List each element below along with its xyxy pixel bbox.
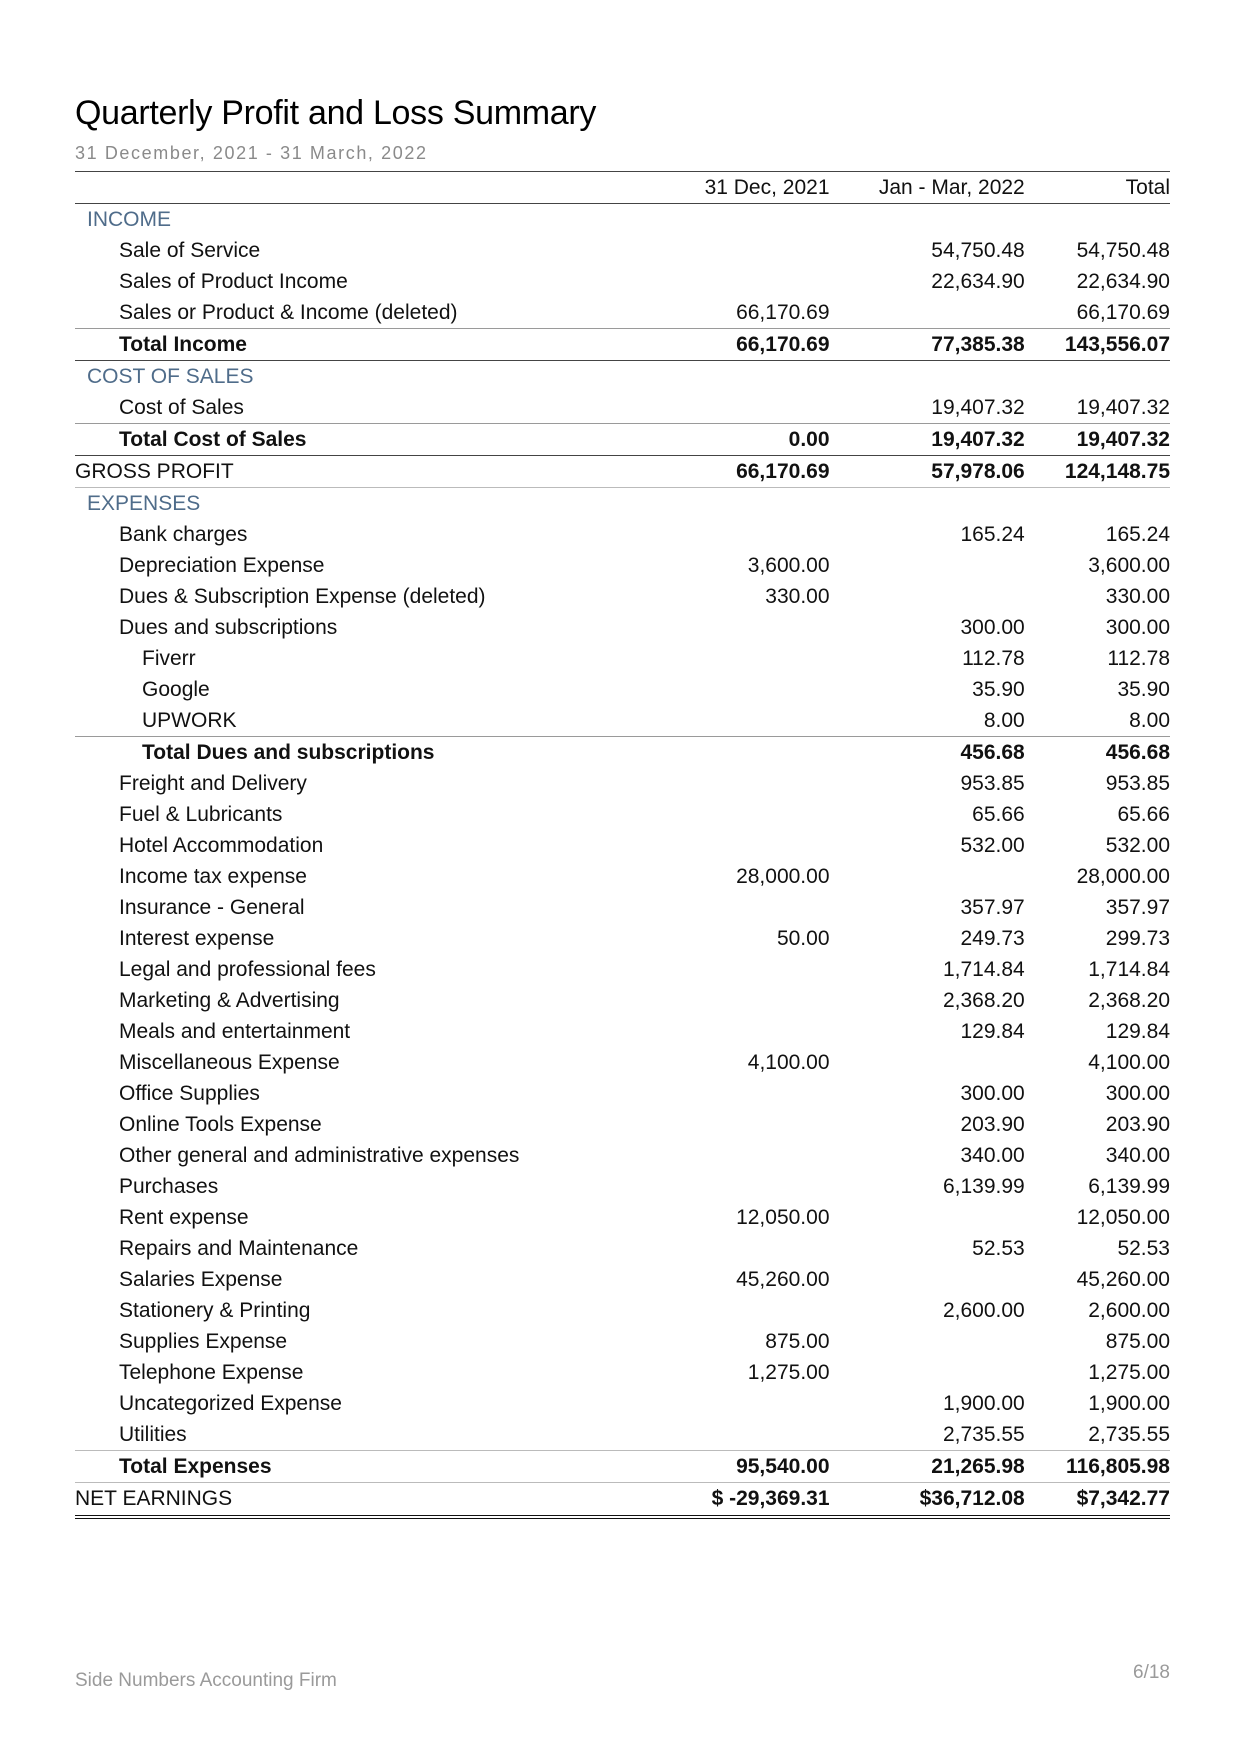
row-label: Supplies Expense [119, 1329, 288, 1353]
value-total: 28,000.00 [1076, 864, 1170, 888]
value-dec-2021 [631, 1171, 830, 1202]
value-total: 4,100.00 [1088, 1050, 1170, 1074]
value-total: 330.00 [1105, 584, 1170, 608]
row-label: Sales of Product Income [119, 269, 348, 293]
row-label: Sale of Service [119, 238, 261, 262]
value-dec-2021: 12,050.00 [736, 1205, 830, 1229]
row-label: Total Dues and subscriptions [75, 737, 631, 769]
value-jan-mar-2022 [830, 361, 1025, 393]
table-row [75, 799, 1170, 830]
value-dec-2021 [631, 1016, 830, 1047]
value-jan-mar-2022 [830, 1264, 1025, 1295]
value-total: 22,634.90 [1076, 269, 1170, 293]
table-row [75, 1483, 1170, 1518]
table-row [75, 705, 1170, 737]
header-label-cell [75, 172, 631, 204]
value-dec-2021: 66,170.69 [736, 300, 830, 324]
value-dec-2021: 4,100.00 [747, 1050, 830, 1074]
value-dec-2021: 1,275.00 [747, 1360, 830, 1384]
value-total: $7,342.77 [1025, 1483, 1170, 1518]
row-label: Fuel & Lubricants [119, 802, 283, 826]
value-jan-mar-2022: 21,265.98 [830, 1451, 1025, 1483]
value-total: 165.24 [1105, 522, 1170, 546]
row-label: Total Expenses [75, 1451, 631, 1483]
value-jan-mar-2022: 300.00 [960, 1081, 1025, 1105]
value-total: 2,600.00 [1088, 1298, 1170, 1322]
value-dec-2021 [631, 204, 830, 236]
value-total [1025, 204, 1170, 236]
footer-company: Side Numbers Accounting Firm [75, 1670, 337, 1691]
value-total: 300.00 [1105, 1081, 1170, 1105]
row-label: EXPENSES [87, 491, 201, 515]
value-dec-2021: 45,260.00 [736, 1267, 830, 1291]
value-dec-2021 [631, 954, 830, 985]
value-total: 65.66 [1117, 802, 1170, 826]
value-jan-mar-2022 [830, 1202, 1025, 1233]
value-dec-2021 [631, 1419, 830, 1451]
table-row [75, 1233, 1170, 1264]
value-jan-mar-2022: 532.00 [960, 833, 1025, 857]
value-dec-2021 [631, 1140, 830, 1171]
row-label: Total Cost of Sales [75, 424, 631, 456]
row-label: Other general and administrative expenses [119, 1143, 520, 1167]
value-dec-2021: 95,540.00 [631, 1451, 830, 1483]
value-jan-mar-2022 [830, 297, 1025, 329]
value-jan-mar-2022: 456.68 [830, 737, 1025, 769]
value-jan-mar-2022: 129.84 [960, 1019, 1025, 1043]
value-dec-2021 [631, 612, 830, 643]
section-header-row [75, 488, 1170, 520]
table-row [75, 1388, 1170, 1419]
value-dec-2021: 28,000.00 [736, 864, 830, 888]
section-header-row [75, 204, 1170, 236]
value-dec-2021: $ -29,369.31 [631, 1483, 830, 1518]
row-label: COST OF SALES [87, 364, 254, 388]
page-number: 6/18 [1133, 1662, 1170, 1683]
table-row [75, 1357, 1170, 1388]
row-label: UPWORK [142, 708, 237, 732]
table-row [75, 1109, 1170, 1140]
value-dec-2021 [631, 737, 830, 769]
table-row [75, 456, 1170, 488]
value-total: 1,900.00 [1088, 1391, 1170, 1415]
row-label: Salaries Expense [119, 1267, 283, 1291]
value-total: 2,368.20 [1088, 988, 1170, 1012]
table-row [75, 392, 1170, 424]
value-jan-mar-2022: 340.00 [960, 1143, 1025, 1167]
table-row [75, 830, 1170, 861]
value-dec-2021: 0.00 [631, 424, 830, 456]
value-jan-mar-2022 [830, 581, 1025, 612]
value-total: 112.78 [1107, 646, 1170, 670]
row-label: Depreciation Expense [119, 553, 325, 577]
value-total: 456.68 [1025, 737, 1170, 769]
value-dec-2021 [631, 1295, 830, 1326]
row-label: Dues & Subscription Expense (deleted) [119, 584, 486, 608]
row-label: Bank charges [119, 522, 248, 546]
value-total: 203.90 [1105, 1112, 1170, 1136]
value-jan-mar-2022: 2,600.00 [942, 1298, 1025, 1322]
row-label: Total Income [75, 329, 631, 361]
value-total: 875.00 [1105, 1329, 1170, 1353]
table-row [75, 1451, 1170, 1483]
value-dec-2021: 330.00 [765, 584, 830, 608]
table-row [75, 1419, 1170, 1451]
value-total: 19,407.32 [1025, 424, 1170, 456]
row-label: Fiverr [142, 646, 196, 670]
value-total: 8.00 [1129, 708, 1170, 732]
row-label: Utilities [119, 1422, 187, 1446]
column-header-dec-2021: 31 Dec, 2021 [631, 172, 830, 204]
value-dec-2021: 66,170.69 [631, 456, 830, 488]
value-dec-2021: 3,600.00 [747, 553, 830, 577]
table-row [75, 861, 1170, 892]
value-total: 45,260.00 [1076, 1267, 1170, 1291]
column-header-jan-mar-2022: Jan - Mar, 2022 [830, 172, 1025, 204]
value-total: 2,735.55 [1088, 1422, 1170, 1446]
value-total: 19,407.32 [1076, 395, 1170, 419]
table-row [75, 1016, 1170, 1047]
value-jan-mar-2022: 203.90 [960, 1112, 1025, 1136]
value-dec-2021 [631, 1078, 830, 1109]
table-row [75, 1202, 1170, 1233]
value-jan-mar-2022: 8.00 [983, 708, 1025, 732]
table-body [75, 204, 1170, 1518]
row-label: Online Tools Expense [119, 1112, 322, 1136]
value-dec-2021 [631, 235, 830, 266]
value-total: 1,275.00 [1088, 1360, 1170, 1384]
value-jan-mar-2022: 1,714.84 [942, 957, 1025, 981]
row-label: GROSS PROFIT [75, 456, 631, 488]
value-jan-mar-2022: 65.66 [972, 802, 1025, 826]
table-row [75, 297, 1170, 329]
value-total: 300.00 [1105, 615, 1170, 639]
value-jan-mar-2022: 35.90 [972, 677, 1025, 701]
table-row [75, 1264, 1170, 1295]
row-label: Interest expense [119, 926, 275, 950]
table-row [75, 266, 1170, 297]
row-label: Dues and subscriptions [119, 615, 338, 639]
row-label: Hotel Accommodation [119, 833, 324, 857]
table-row [75, 519, 1170, 550]
table-row [75, 550, 1170, 581]
value-jan-mar-2022 [830, 1357, 1025, 1388]
value-jan-mar-2022: 57,978.06 [830, 456, 1025, 488]
row-label: Insurance - General [119, 895, 305, 919]
value-dec-2021 [631, 705, 830, 737]
value-total: 12,050.00 [1076, 1205, 1170, 1229]
table-row [75, 424, 1170, 456]
row-label: Freight and Delivery [119, 771, 307, 795]
value-dec-2021 [631, 1388, 830, 1419]
value-jan-mar-2022: 112.78 [962, 646, 1025, 670]
table-row [75, 1295, 1170, 1326]
value-jan-mar-2022: 357.97 [960, 895, 1025, 919]
value-dec-2021 [631, 392, 830, 424]
value-dec-2021 [631, 985, 830, 1016]
row-label: Rent expense [119, 1205, 249, 1229]
value-jan-mar-2022: 2,735.55 [942, 1422, 1025, 1446]
table-row [75, 1047, 1170, 1078]
profit-loss-table [75, 171, 1170, 1519]
page-title: Quarterly Profit and Loss Summary [75, 94, 597, 132]
value-jan-mar-2022: 52.53 [972, 1236, 1025, 1260]
table-row [75, 768, 1170, 799]
table-row [75, 1140, 1170, 1171]
value-jan-mar-2022: 300.00 [960, 615, 1025, 639]
table-row [75, 643, 1170, 674]
value-jan-mar-2022: 77,385.38 [830, 329, 1025, 361]
value-dec-2021 [631, 892, 830, 923]
row-label: Meals and entertainment [119, 1019, 351, 1043]
row-label: Legal and professional fees [119, 957, 376, 981]
value-total: 532.00 [1105, 833, 1170, 857]
value-jan-mar-2022: 249.73 [960, 926, 1025, 950]
value-jan-mar-2022: 22,634.90 [931, 269, 1025, 293]
value-jan-mar-2022 [830, 861, 1025, 892]
table-row [75, 892, 1170, 923]
value-total: 52.53 [1117, 1236, 1170, 1260]
value-total: 124,148.75 [1025, 456, 1170, 488]
table-row [75, 923, 1170, 954]
value-jan-mar-2022: $36,712.08 [830, 1483, 1025, 1518]
table-row [75, 1326, 1170, 1357]
table-row [75, 235, 1170, 266]
row-label: Telephone Expense [119, 1360, 304, 1384]
value-jan-mar-2022: 2,368.20 [942, 988, 1025, 1012]
value-dec-2021 [631, 519, 830, 550]
value-jan-mar-2022 [830, 1047, 1025, 1078]
value-total: 116,805.98 [1025, 1451, 1170, 1483]
value-dec-2021 [631, 1109, 830, 1140]
value-dec-2021: 50.00 [776, 926, 830, 950]
value-dec-2021 [631, 830, 830, 861]
value-jan-mar-2022 [830, 488, 1025, 520]
row-label: NET EARNINGS [75, 1483, 631, 1518]
value-jan-mar-2022: 19,407.32 [830, 424, 1025, 456]
value-dec-2021 [631, 674, 830, 705]
row-label: Marketing & Advertising [119, 988, 340, 1012]
value-total: 953.85 [1105, 771, 1170, 795]
value-total [1025, 488, 1170, 520]
value-total: 299.73 [1105, 926, 1170, 950]
row-label: Office Supplies [119, 1081, 260, 1105]
value-total: 340.00 [1105, 1143, 1170, 1167]
value-jan-mar-2022: 6,139.99 [942, 1174, 1025, 1198]
value-dec-2021 [631, 643, 830, 674]
value-total: 143,556.07 [1025, 329, 1170, 361]
value-total: 3,600.00 [1088, 553, 1170, 577]
report-period: 31 December, 2021 - 31 March, 2022 [75, 143, 428, 163]
value-dec-2021 [631, 361, 830, 393]
table-row [75, 737, 1170, 769]
value-total: 129.84 [1105, 1019, 1170, 1043]
value-jan-mar-2022 [830, 550, 1025, 581]
value-jan-mar-2022 [830, 204, 1025, 236]
value-total: 66,170.69 [1076, 300, 1170, 324]
row-label: Repairs and Maintenance [119, 1236, 359, 1260]
row-label: Cost of Sales [119, 395, 244, 419]
value-total: 54,750.48 [1076, 238, 1170, 262]
value-total: 1,714.84 [1088, 957, 1170, 981]
table-row [75, 954, 1170, 985]
value-dec-2021 [631, 799, 830, 830]
table-row [75, 674, 1170, 705]
value-dec-2021 [631, 1233, 830, 1264]
row-label: Purchases [119, 1174, 219, 1198]
value-dec-2021: 66,170.69 [631, 329, 830, 361]
value-jan-mar-2022 [830, 1326, 1025, 1357]
row-label: INCOME [87, 207, 171, 231]
value-dec-2021 [631, 488, 830, 520]
value-total: 357.97 [1105, 895, 1170, 919]
table-row [75, 612, 1170, 643]
value-dec-2021 [631, 266, 830, 297]
row-label: Uncategorized Expense [119, 1391, 342, 1415]
row-label: Google [142, 677, 210, 701]
table-row [75, 1078, 1170, 1109]
row-label: Income tax expense [119, 864, 307, 888]
row-label: Sales or Product & Income (deleted) [119, 300, 458, 324]
table-row [75, 1171, 1170, 1202]
value-dec-2021: 875.00 [765, 1329, 830, 1353]
row-label: Miscellaneous Expense [119, 1050, 340, 1074]
value-jan-mar-2022: 54,750.48 [931, 238, 1025, 262]
value-total [1025, 361, 1170, 393]
value-total: 6,139.99 [1088, 1174, 1170, 1198]
table-row [75, 581, 1170, 612]
value-total: 35.90 [1117, 677, 1170, 701]
value-jan-mar-2022: 953.85 [960, 771, 1025, 795]
value-jan-mar-2022: 165.24 [960, 522, 1025, 546]
value-jan-mar-2022: 19,407.32 [931, 395, 1025, 419]
column-header-total: Total [1025, 172, 1170, 204]
section-header-row [75, 361, 1170, 393]
table-row [75, 985, 1170, 1016]
row-label: Stationery & Printing [119, 1298, 311, 1322]
value-dec-2021 [631, 768, 830, 799]
table-row [75, 329, 1170, 361]
value-jan-mar-2022: 1,900.00 [942, 1391, 1025, 1415]
table-header-row [75, 172, 1170, 204]
